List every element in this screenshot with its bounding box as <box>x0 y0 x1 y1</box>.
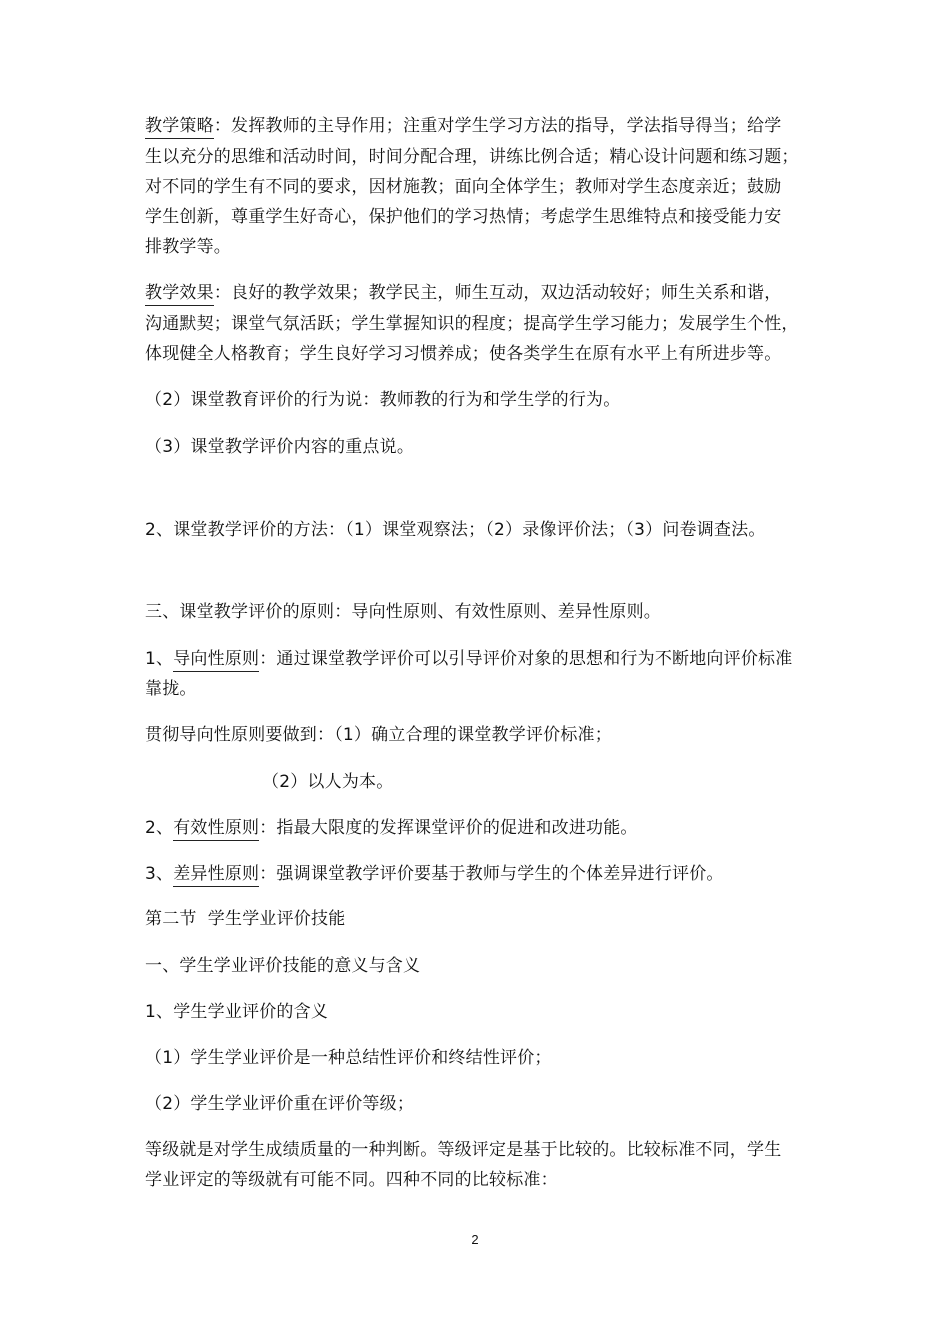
meaning-item-2: （2）学生学业评价重在评价等级； <box>145 1094 415 1114</box>
guidance-line-1: 1、导向性原则：通过课堂教学评价可以引导评价对象的思想和行为不断地向评价标准 <box>145 649 792 669</box>
strategy-line-1: 教学策略：发挥教师的主导作用；注重对学生学习方法的指导，学法指导得当；给学 <box>145 116 781 136</box>
meaning-heading: 1、学生学业评价的含义 <box>145 1002 329 1022</box>
validity-term: 有效性原则 <box>173 818 259 841</box>
validity-line: 2、有效性原则：指最大限度的发挥课堂评价的促进和改进功能。 <box>145 818 638 838</box>
strategy-term: 教学策略 <box>145 116 214 139</box>
principles-heading: 三、课堂教学评价的原则：导向性原则、有效性原则、差异性原则。 <box>145 602 661 622</box>
behavior-line: （2）课堂教育评价的行为说：教师教的行为和学生学的行为。 <box>145 390 621 410</box>
guidance-requirement-2: （2）以人为本。 <box>262 772 394 792</box>
effect-line-3: 体现健全人格教育；学生良好学习习惯养成；使各类学生在原有水平上有所进步等。 <box>145 344 782 364</box>
strategy-line-3: 对不同的学生有不同的要求，因材施教；面向全体学生；教师对学生态度亲近；鼓励 <box>145 177 782 197</box>
guidance-requirement-1: 贯彻导向性原则要做到：（1）确立合理的课堂教学评价标准； <box>145 725 612 745</box>
strategy-line-5: 排教学等。 <box>145 237 231 257</box>
methods-line: 2、课堂教学评价的方法：（1）课堂观察法；（2）录像评价法；（3）问卷调查法。 <box>145 520 766 540</box>
effect-line-2: 沟通默契；课堂气氛活跃；学生掌握知识的程度；提高学生学习能力；发展学生个性， <box>145 314 799 334</box>
guidance-term: 导向性原则 <box>173 649 259 672</box>
difference-line: 3、差异性原则：强调课堂教学评价要基于教师与学生的个体差异进行评价。 <box>145 864 724 884</box>
guidance-line-2: 靠拢。 <box>145 679 197 699</box>
difference-term: 差异性原则 <box>173 864 259 887</box>
strategy-line-2: 生以充分的思维和活动时间，时间分配合理，讲练比例合适；精心设计问题和练习题； <box>145 147 799 167</box>
meaning-item-1: （1）学生学业评价是一种总结性评价和终结性评价； <box>145 1048 552 1068</box>
section-title: 第二节 学生学业评价技能 <box>145 909 346 929</box>
strategy-line-4: 学生创新，尊重学生好奇心，保护他们的学习热情；考虑学生思维特点和接受能力安 <box>145 207 782 227</box>
page-number: 2 <box>471 1232 479 1247</box>
section-one-heading: 一、学生学业评价技能的意义与含义 <box>145 956 421 976</box>
effect-line-1: 教学效果：良好的教学效果；教学民主，师生互动，双边活动较好；师生关系和谐， <box>145 283 781 303</box>
focus-line: （3）课堂教学评价内容的重点说。 <box>145 437 415 457</box>
effect-term: 教学效果 <box>145 283 214 306</box>
grading-line-2: 学业评定的等级就有可能不同。四种不同的比较标准： <box>145 1170 558 1190</box>
grading-line-1: 等级就是对学生成绩质量的一种判断。等级评定是基于比较的。比较标准不同，学生 <box>145 1140 782 1160</box>
